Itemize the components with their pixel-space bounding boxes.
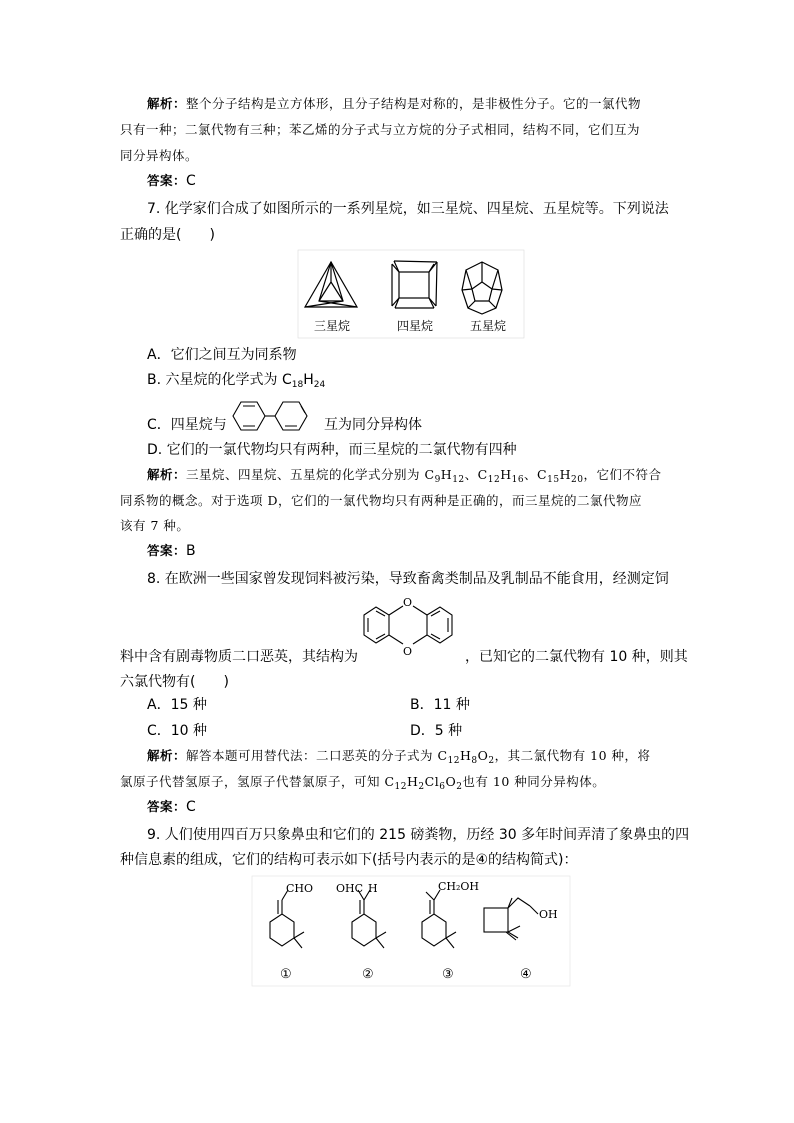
tetraasterane-structure — [392, 261, 437, 308]
q7-option-a: A．它们之间互为同系物 — [147, 347, 297, 363]
q7-analysis-line-2: 同系物的概念。对于选项 D，它们的一氯代物均只有两种是正确的，而三星烷的二氯代物应 — [120, 493, 642, 508]
q8-option-a: A．15 种 — [147, 697, 207, 713]
q7-answer: 答案：B — [147, 543, 196, 559]
triasterane-structure — [305, 262, 357, 307]
q8-stem-line-2-pre: 料中含有剧毒物质二口恶英，其结构为 — [120, 649, 358, 665]
group-cho: CHO — [286, 882, 314, 895]
group-ohc: OHC — [336, 882, 364, 895]
q8-option-d: D．5 种 — [410, 723, 463, 739]
q8-option-c: C．10 种 — [147, 723, 208, 739]
q7-option-b: B. 六星烷的化学式为 $C_{18}H_{24}$ — [147, 372, 326, 390]
label-4: ④ — [520, 967, 532, 982]
structure-2 — [352, 890, 386, 948]
q6-analysis-line-2: 只有一种；二氯代物有三种；苯乙烯的分子式与立方烷的分子式相同，结构不同，它们互为 — [120, 122, 641, 137]
q6-analysis-line-3: 同分异构体。 — [120, 148, 199, 163]
group-ch2oh: CH₂OH — [438, 880, 480, 893]
q8-analysis-line-2: 氯原子代替氢原子，氢原子代替氯原子，可知 $C_{12}H_2Cl_6O_2$也有 10 种同分异构体。 — [120, 774, 606, 792]
q8-stem-line-3: 六氯代物有( ) — [120, 674, 229, 690]
label-1: ① — [280, 967, 292, 982]
label-3: ③ — [442, 967, 454, 982]
q7-stem-line-1: 7. 化学家们合成了如图所示的一系列星烷，如三星烷、四星烷、五星烷等。下列说法 — [147, 201, 669, 217]
q7-stem-line-2: 正确的是( ) — [120, 227, 215, 243]
q9-stem-line-1: 9. 人们使用四百万只象鼻虫和它们的 215 磅粪物，历经 30 多年时间弄清了象鼻虫的四 — [147, 827, 690, 843]
dioxin-structure — [356, 593, 460, 661]
q8-answer: 答案：C — [147, 799, 196, 815]
structure-3 — [422, 890, 456, 948]
analysis-label: 解析： — [147, 96, 187, 111]
q7-option-c-post: 互为同分异构体 — [324, 417, 422, 433]
q6-analysis-line-1: 解析：整个分子结构是立方体形，且分子结构是对称的，是非极性分子。它的一氯代物 — [147, 96, 642, 111]
pentaasterane-structure — [462, 262, 502, 314]
label-2: ② — [362, 967, 374, 982]
q7-analysis-line-1: 解析：三星烷、四星烷、五星烷的化学式分别为 $C_9H_{12}$、$C_{12}H_{16}$、$C_{15}H_{20}$，它们不符合 — [147, 467, 662, 485]
q7-option-d: D. 它们的一氯代物均只有两种，而三星烷的二氯代物有四种 — [147, 442, 517, 458]
fig-label-4: 四星烷 — [397, 319, 434, 333]
star-alkanes-figure — [298, 250, 524, 338]
fig-label-3: 三星烷 — [314, 319, 351, 333]
q8-option-b: B．11 种 — [410, 697, 470, 713]
q7-option-c-pre: C．四星烷与 — [147, 417, 227, 433]
oxygen-top: O — [403, 596, 413, 609]
structure-1 — [270, 890, 304, 948]
group-oh: OH — [539, 908, 558, 921]
oxygen-bottom: O — [403, 645, 413, 658]
pheromone-structures-figure — [252, 876, 570, 986]
q8-analysis-line-1: 解析：解答本题可用替代法：二口恶英的分子式为 $C_{12}H_8O_2$，其二氯代物有 10 种，将 — [147, 748, 651, 766]
biphenyl-diene-structure — [229, 398, 311, 434]
q7-analysis-line-3: 该有 7 种。 — [120, 518, 190, 533]
structure-4 — [484, 898, 538, 940]
q6-answer: 答案：C — [147, 173, 196, 189]
q9-stem-line-2: 种信息素的组成，它们的结构可表示如下(括号内表示的是④的结构简式)： — [120, 852, 578, 868]
group-h: H — [368, 882, 378, 895]
q8-stem-line-2-post: ，已知它的二氯代物有 10 种，则其 — [465, 649, 688, 665]
fig-label-5: 五星烷 — [470, 319, 507, 333]
q8-stem-line-1: 8. 在欧洲一些国家曾发现饲料被污染，导致畜禽类制品及乳制品不能食用，经测定饲 — [147, 571, 669, 587]
